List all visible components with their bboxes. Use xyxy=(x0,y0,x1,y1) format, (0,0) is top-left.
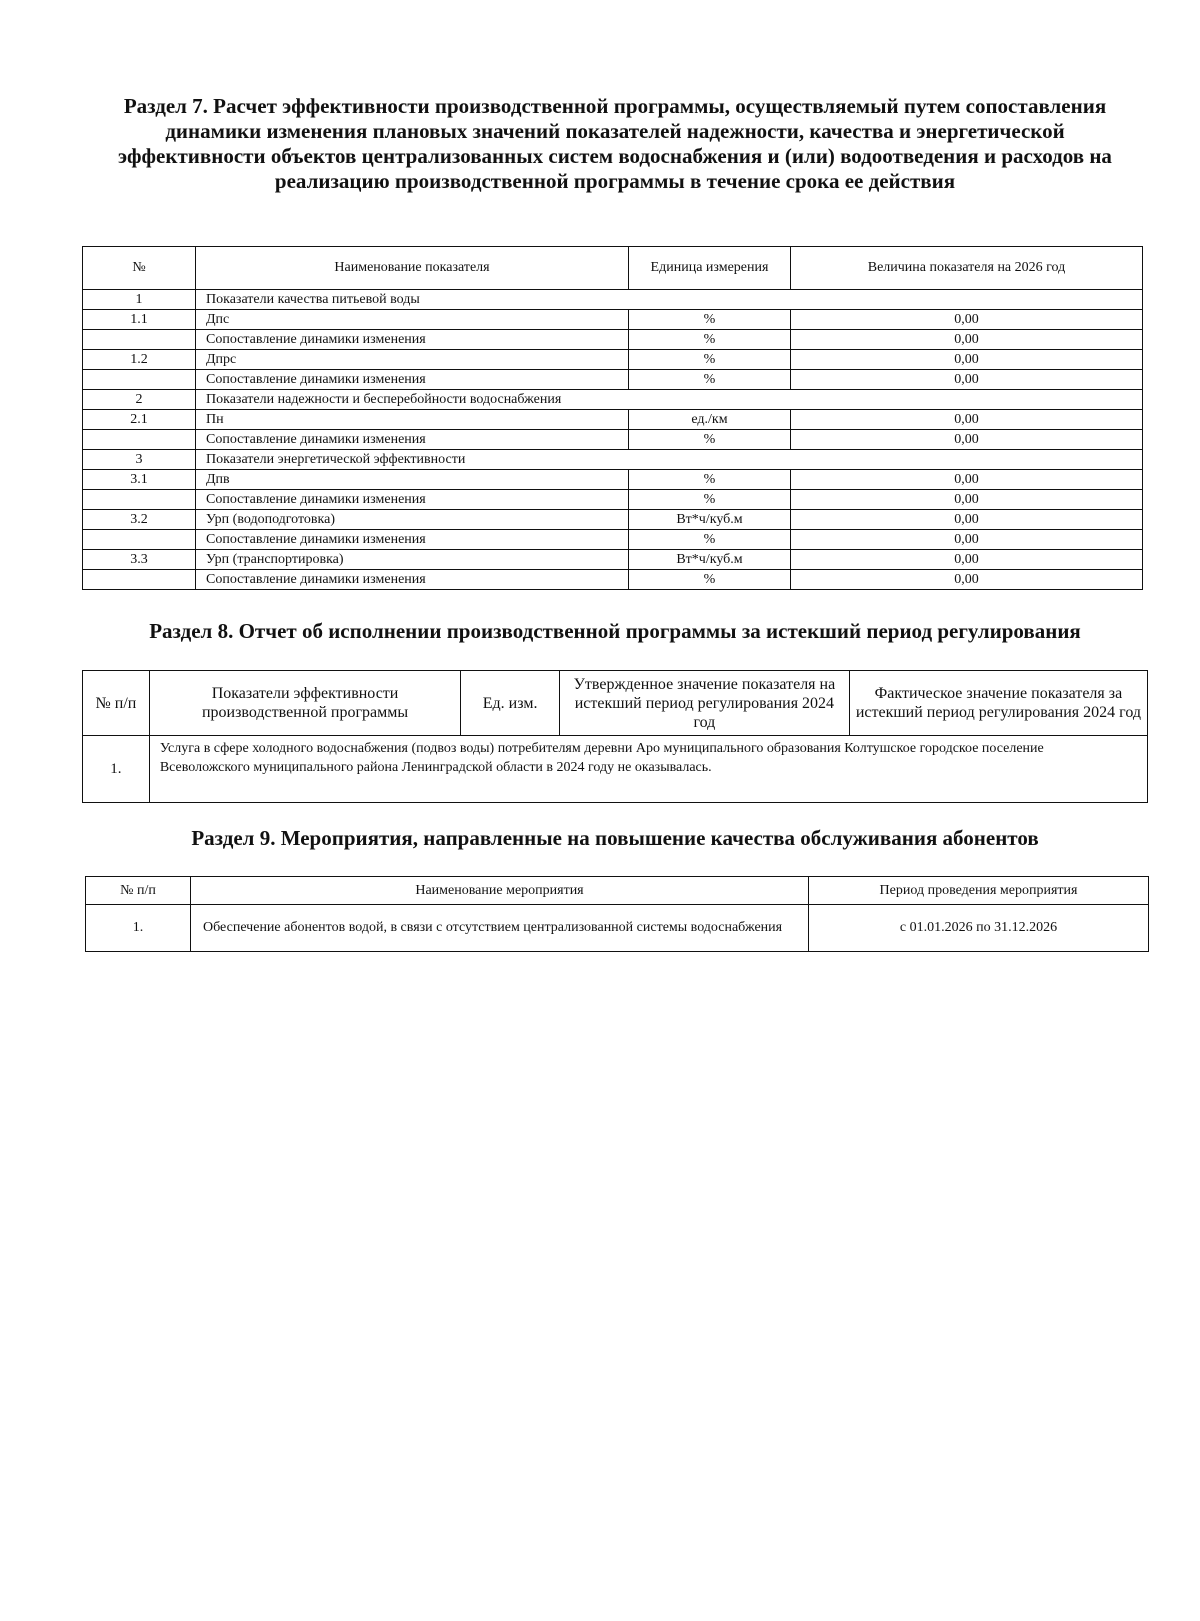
indicator-unit: % xyxy=(629,310,791,330)
row-number xyxy=(83,430,196,450)
indicator-name: Сопоставление динамики изменения xyxy=(196,370,629,390)
table-header-row xyxy=(86,877,1149,905)
group-title: Показатели качества питьевой воды xyxy=(196,290,1143,310)
column-header-name: Наименование показателя xyxy=(196,247,629,290)
group-number: 2 xyxy=(83,390,196,410)
row-number: 1. xyxy=(83,736,150,803)
group-title: Показатели надежности и бесперебойности водоснабжения xyxy=(196,390,1143,410)
row-note: Услуга в сфере холодного водоснабжения (подвоз воды) потребителям деревни Аро муниципального образования Колтушское городское поселение Всеволожского муниципального района Ленинградской области в 2024 году не оказывалась. xyxy=(149,736,1147,803)
indicator-unit: % xyxy=(629,330,791,350)
table-row xyxy=(83,736,1148,803)
indicator-name: Сопоставление динамики изменения xyxy=(196,330,629,350)
table-header-row xyxy=(83,247,1143,290)
indicator-unit: Вт*ч/куб.м xyxy=(629,510,791,530)
table-row xyxy=(83,490,1143,510)
column-header-actual-value: Фактическое значение показателя за истекший период регулирования 2024 год xyxy=(849,671,1147,736)
indicator-unit: % xyxy=(629,370,791,390)
section-9-table xyxy=(85,876,1149,952)
row-number xyxy=(83,370,196,390)
table-row xyxy=(83,530,1143,550)
indicator-value: 0,00 xyxy=(791,330,1143,350)
section-8-title: Раздел 8. Отчет об исполнении производственной программы за истекший период регулирования xyxy=(149,619,1081,643)
group-row xyxy=(83,450,1143,470)
activity-period: с 01.01.2026 по 31.12.2026 xyxy=(809,905,1149,952)
row-number: 3.3 xyxy=(83,550,196,570)
row-number: 2.1 xyxy=(83,410,196,430)
indicator-name: Сопоставление динамики изменения xyxy=(196,570,629,590)
table-row xyxy=(83,430,1143,450)
table-row xyxy=(83,330,1143,350)
indicator-name: Дпс xyxy=(196,310,629,330)
column-header-approved-value: Утвержденное значение показателя на истекший период регулирования 2024 год xyxy=(559,671,849,736)
indicator-name: Дпрс xyxy=(196,350,629,370)
indicator-name: Пн xyxy=(196,410,629,430)
group-title: Показатели энергетической эффективности xyxy=(196,450,1143,470)
activity-name: Обеспечение абонентов водой, в связи с отсутствием централизованной системы водоснабжения xyxy=(191,905,809,952)
column-header-number: № п/п xyxy=(83,671,150,736)
column-header-activity: Наименование мероприятия xyxy=(191,877,809,905)
indicator-name: Сопоставление динамики изменения xyxy=(196,430,629,450)
indicator-unit: % xyxy=(629,490,791,510)
indicator-unit: % xyxy=(629,350,791,370)
section-7-table xyxy=(82,246,1143,590)
row-number: 1. xyxy=(86,905,191,952)
table-row xyxy=(83,570,1143,590)
table-row xyxy=(86,905,1149,952)
column-header-number: № xyxy=(83,247,196,290)
indicator-value: 0,00 xyxy=(791,530,1143,550)
table-row xyxy=(83,550,1143,570)
row-number xyxy=(83,530,196,550)
row-number: 1.2 xyxy=(83,350,196,370)
row-number: 1.1 xyxy=(83,310,196,330)
section-7-title: Раздел 7. Расчет эффективности производственной программы, осуществляемый путем сопоставления динамики изменения плановых значений показателей надежности, качества и энергетической эффективности объектов централизованных систем водоснабжения и (или) водоотведения и расходов на реализацию производственной программы в течение срока ее действия xyxy=(118,94,1112,193)
indicator-value: 0,00 xyxy=(791,310,1143,330)
section-7-table-body xyxy=(83,290,1143,590)
indicator-value: 0,00 xyxy=(791,430,1143,450)
indicator-name: Дпв xyxy=(196,470,629,490)
indicator-value: 0,00 xyxy=(791,350,1143,370)
indicator-name: Урп (водоподготовка) xyxy=(196,510,629,530)
section-9-title: Раздел 9. Мероприятия, направленные на повышение качества обслуживания абонентов xyxy=(191,826,1039,850)
row-number: 3.2 xyxy=(83,510,196,530)
indicator-unit: % xyxy=(629,430,791,450)
column-header-unit: Единица измерения xyxy=(629,247,791,290)
indicator-value: 0,00 xyxy=(791,470,1143,490)
section-8-table xyxy=(82,670,1148,803)
column-header-unit: Ед. изм. xyxy=(461,671,560,736)
indicator-value: 0,00 xyxy=(791,570,1143,590)
row-number: 3.1 xyxy=(83,470,196,490)
row-number xyxy=(83,570,196,590)
indicator-name: Сопоставление динамики изменения xyxy=(196,490,629,510)
table-row xyxy=(83,510,1143,530)
indicator-value: 0,00 xyxy=(791,490,1143,510)
indicator-unit: % xyxy=(629,570,791,590)
indicator-value: 0,00 xyxy=(791,410,1143,430)
table-header-row xyxy=(83,671,1148,736)
indicator-unit: ед./км xyxy=(629,410,791,430)
indicator-value: 0,00 xyxy=(791,550,1143,570)
column-header-value: Величина показателя на 2026 год xyxy=(791,247,1143,290)
indicator-unit: % xyxy=(629,470,791,490)
group-number: 1 xyxy=(83,290,196,310)
table-row xyxy=(83,310,1143,330)
column-header-period: Период проведения мероприятия xyxy=(809,877,1149,905)
indicator-value: 0,00 xyxy=(791,510,1143,530)
column-header-number: № п/п xyxy=(86,877,191,905)
indicator-unit: Вт*ч/куб.м xyxy=(629,550,791,570)
group-number: 3 xyxy=(83,450,196,470)
column-header-indicators: Показатели эффективности производственной программы xyxy=(149,671,460,736)
row-number xyxy=(83,330,196,350)
indicator-unit: % xyxy=(629,530,791,550)
row-number xyxy=(83,490,196,510)
indicator-name: Урп (транспортировка) xyxy=(196,550,629,570)
table-row xyxy=(83,470,1143,490)
group-row xyxy=(83,290,1143,310)
table-row xyxy=(83,370,1143,390)
indicator-value: 0,00 xyxy=(791,370,1143,390)
table-row xyxy=(83,350,1143,370)
indicator-name: Сопоставление динамики изменения xyxy=(196,530,629,550)
table-row xyxy=(83,410,1143,430)
group-row xyxy=(83,390,1143,410)
